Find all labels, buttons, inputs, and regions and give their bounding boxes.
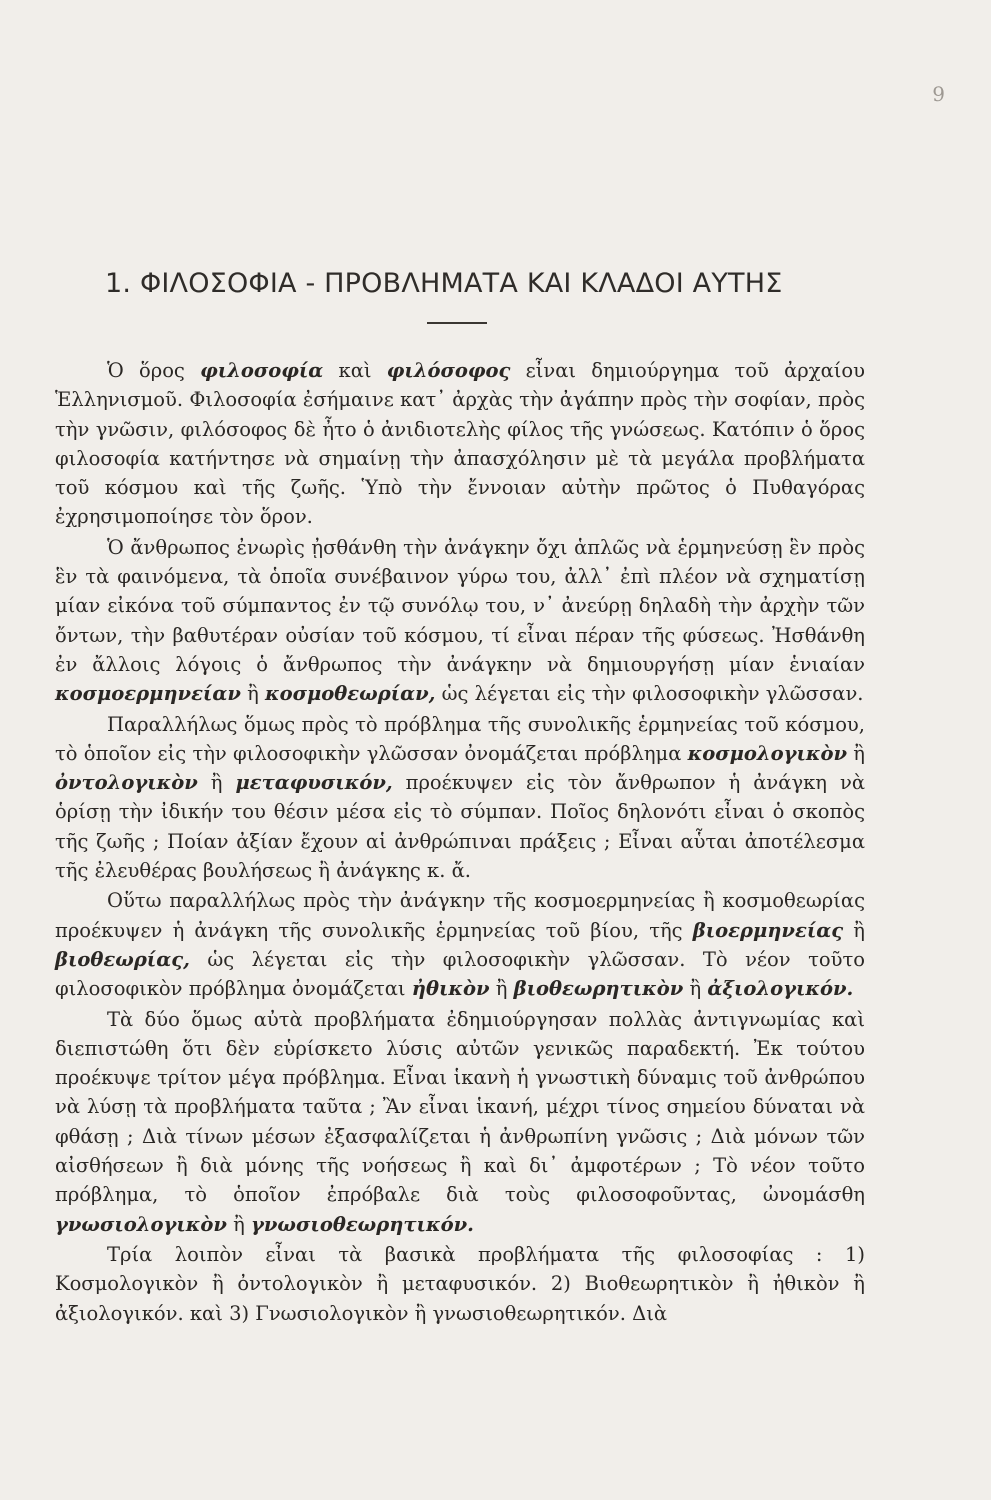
paragraph-6: Τρία λοιπὸν εἶναι τὰ βασικὰ προβλήματα τῆς φιλοσοφίας : 1) Κοσμολογικὸν ἢ ὀντολογικὸν ἢ μεταφυσικόν. 2) Βιοθεωρητικὸν ἢ ἠθικὸν ἢ ἀξιολογικόν. καὶ 3) Γνωσιολογικὸν ἢ γνωσιοθεωρητικόν. Διὰ	[55, 1242, 865, 1325]
paragraph-3: Παραλλήλως ὅμως πρὸς τὸ πρόβλημα τῆς συνολικῆς ἑρμηνείας τοῦ κόσμου, τὸ ὁποῖον εἰς τὴν φιλοσοφικὴν γλῶσσαν ὀνομάζεται πρόβλημα κοσμολογικὸν ἢ ὀντολογικὸν ἢ μεταφυσικόν, προέκυψεν εἰς τὸν ἄνθρωπον ἡ ἀνάγκη νὰ ὁρίσῃ τὴν ἰδικήν του θέσιν μέσα εἰς τὸ σύμπαν. Ποῖος δηλονότι εἶναι ὁ σκοπὸς τῆς ζωῆς ; Ποίαν ἀξίαν ἔχουν αἱ ἀνθρώπιναι πράξεις ; Εἶναι αὗται ἀποτέλεσμα τῆς ἐλευθέρας βουλήσεως ἢ ἀνάγκης κ. ἄ.	[55, 712, 865, 883]
chapter-title: 1. ΦΙΛΟΣΟΦΙΑ - ΠΡΟΒΛΗΜΑΤΑ ΚΑΙ ΚΛΑΔΟΙ ΑΥΤΗΣ	[105, 268, 783, 299]
page-number: 9	[932, 82, 945, 106]
paragraph-1: Ὁ ὅρος φιλοσοφία καὶ φιλόσοφος εἶναι δημιούργημα τοῦ ἀρχαίου Ἑλληνισμοῦ. Φιλοσοφία ἐσήμαινε κατ᾽ ἀρχὰς τὴν ἀγάπην πρὸς τὴν σοφίαν, πρὸς τὴν γνῶσιν, φιλόσοφος δὲ ἦτο ὁ ἀνιδιοτελὴς φίλος τῆς γνώσεως. Κατόπιν ὁ ὅρος φιλοσοφία κατήντησε νὰ σημαίνῃ τὴν ἀπασχόλησιν μὲ τὰ μεγάλα προβλήματα τοῦ κόσμου καὶ τῆς ζωῆς. Ὑπὸ τὴν ἔννοιαν αὐτὴν πρῶτος ὁ Πυθαγόρας ἐχρησιμοποίησε τὸν ὅρον.	[55, 359, 865, 529]
title-divider	[427, 322, 487, 324]
paragraph-5: Τὰ δύο ὅμως αὐτὰ προβλήματα ἐδημιούργησαν πολλὰς ἀντιγνωμίας καὶ διεπιστώθη ὅτι δὲν εὑρίσκετο λύσις αὐτῶν γενικῶς παραδεκτή. Ἐκ τούτου προέκυψε τρίτον μέγα πρόβλημα. Εἶναι ἱκανὴ ἡ γνωστικὴ δύναμις τοῦ ἀνθρώπου νὰ λύσῃ τὰ προβλήματα ταῦτα ; Ἂν εἶναι ἱκανή, μέχρι τίνος σημείου δύναται νὰ φθάσῃ ; Διὰ τίνων μέσων ἐξασφαλίζεται ἡ ἀνθρωπίνη γνῶσις ; Διὰ μόνων τῶν αἰσθήσεων ἢ διὰ μόνης τῆς νοήσεως ἢ καὶ δι᾽ ἀμφοτέρων ; Τὸ νέον τοῦτο πρόβλημα, τὸ ὁποῖον ἐπρόβαλε διὰ τοὺς φιλοσοφοῦντας, ὠνομάσθη γνωσιολογικὸν ἢ γνωσιοθεωρητικόν.	[55, 1007, 865, 1236]
paragraph-2: Ὁ ἄνθρωπος ἐνωρὶς ᾐσθάνθη τὴν ἀνάγκην ὄχι ἁπλῶς νὰ ἑρμηνεύσῃ ἓν πρὸς ἓν τὰ φαινόμενα, τὰ ὁποῖα συνέβαινον γύρω του, ἀλλ᾽ ἐπὶ πλέον νὰ σχηματίσῃ μίαν εἰκόνα τοῦ σύμπαντος ἐν τῷ συνόλῳ του, ν᾽ ἀνεύρῃ δηλαδὴ τὴν ἀρχὴν τῶν ὄντων, τὴν βαθυτέραν οὐσίαν τοῦ κόσμου, τί εἶναι πέραν τῆς φύσεως. Ἠσθάνθη ἐν ἄλλοις λόγοις ὁ ἄνθρωπος τὴν ἀνάγκην νὰ δημιουργήσῃ μίαν ἑνιαίαν κοσμοερμηνείαν ἢ κοσμοθεωρίαν, ὡς λέγεται εἰς τὴν φιλοσοφικὴν γλῶσσαν.	[55, 535, 865, 706]
body-text	[55, 356, 865, 1328]
paragraph-4: Οὕτω παραλλήλως πρὸς τὴν ἀνάγκην τῆς κοσμοερμηνείας ἢ κοσμοθεωρίας προέκυψεν ἡ ἀνάγκη τῆς συνολικῆς ἑρμηνείας τοῦ βίου, τῆς βιοερμηνείας ἢ βιοθεωρίας, ὡς λέγεται εἰς τὴν φιλοσοφικὴν γλῶσσαν. Τὸ νέον τοῦτο φιλοσοφικὸν πρόβλημα ὀνομάζεται ἠθικὸν ἢ βιοθεωρητικὸν ἢ ἀξιολογικόν.	[55, 889, 865, 1001]
